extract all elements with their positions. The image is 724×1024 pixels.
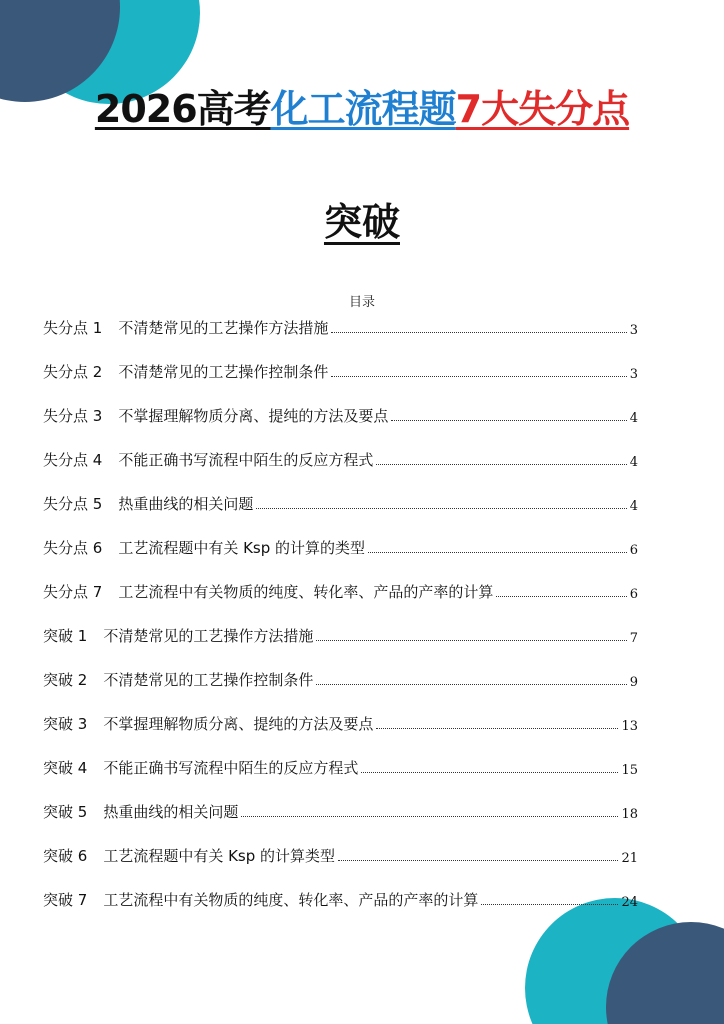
toc-entry-label: 突破 6	[43, 847, 88, 865]
toc-entry-breakthrough-2[interactable]	[43, 666, 638, 690]
toc-dot-leader	[316, 640, 626, 641]
toc-entry-loss-6[interactable]	[43, 534, 638, 558]
toc-dot-leader	[331, 376, 626, 377]
toc-dot-leader	[481, 904, 618, 905]
toc-entry-breakthrough-6[interactable]	[43, 842, 638, 866]
toc-page-number: 7	[629, 631, 638, 646]
toc-entry-text: 工艺流程中有关物质的纯度、转化率、产品的产率的计算	[103, 891, 479, 909]
toc-entry-text: 热重曲线的相关问题	[103, 803, 239, 821]
toc-entry-loss-1[interactable]	[43, 314, 638, 338]
toc-entry-text: 不能正确书写流程中陌生的反应方程式	[103, 759, 359, 777]
toc-entry-text: 不清楚常见的工艺操作控制条件	[103, 671, 314, 689]
toc-entry-label: 失分点 5	[43, 495, 103, 513]
toc-entry-loss-3[interactable]	[43, 402, 638, 426]
toc-page-number: 6	[629, 587, 638, 602]
toc-page-number: 6	[629, 543, 638, 558]
toc-heading: 目录	[348, 295, 375, 310]
toc-dot-leader	[316, 684, 626, 685]
toc-entry-text: 不能正确书写流程中陌生的反应方程式	[118, 451, 374, 469]
toc-entry-text: 不掌握理解物质分离、提纯的方法及要点	[118, 407, 389, 425]
toc-page-number: 9	[629, 675, 638, 690]
title-part-topic: 化工流程题	[270, 87, 456, 131]
toc-entry-label: 突破 7	[43, 891, 88, 909]
toc-entry-label: 突破 5	[43, 803, 88, 821]
toc-page-number: 4	[629, 411, 638, 426]
toc-entry-label: 失分点 7	[43, 583, 103, 601]
toc-dot-leader	[391, 420, 626, 421]
document-subtitle	[0, 191, 724, 246]
toc-entry-loss-7[interactable]	[43, 578, 638, 602]
toc-dot-leader	[338, 860, 618, 861]
toc-dot-leader	[376, 464, 626, 465]
toc-entry-label: 失分点 2	[43, 363, 103, 381]
toc-page-number: 3	[629, 367, 638, 382]
toc-entry-label: 失分点 6	[43, 539, 103, 557]
toc-entry-loss-5[interactable]	[43, 490, 638, 514]
toc-page-number: 18	[621, 807, 638, 822]
toc-entry-breakthrough-7[interactable]	[43, 886, 638, 910]
toc-entry-breakthrough-3[interactable]	[43, 710, 638, 734]
toc-entry-label: 突破 1	[43, 627, 88, 645]
toc-entry-text: 工艺流程题中有关 Ksp 的计算的类型	[118, 539, 366, 557]
toc-page-number: 13	[621, 719, 638, 734]
toc-entry-text: 不清楚常见的工艺操作方法措施	[118, 319, 329, 337]
document-title	[0, 78, 724, 133]
toc-dot-leader	[376, 728, 618, 729]
toc-entry-text: 工艺流程中有关物质的纯度、转化率、产品的产率的计算	[118, 583, 494, 601]
toc-entry-breakthrough-5[interactable]	[43, 798, 638, 822]
toc-entry-text: 不清楚常见的工艺操作控制条件	[118, 363, 329, 381]
toc-entry-breakthrough-4[interactable]	[43, 754, 638, 778]
toc-entry-label: 突破 3	[43, 715, 88, 733]
toc-entry-breakthrough-1[interactable]	[43, 622, 638, 646]
toc-entry-label: 突破 2	[43, 671, 88, 689]
toc-entry-label: 突破 4	[43, 759, 88, 777]
toc-page-number: 21	[621, 851, 638, 866]
toc-page-number: 4	[629, 499, 638, 514]
toc-dot-leader	[331, 332, 626, 333]
toc-entry-text: 不掌握理解物质分离、提纯的方法及要点	[103, 715, 374, 733]
subtitle-text: 突破	[323, 200, 400, 244]
toc-dot-leader	[256, 508, 626, 509]
toc-entry-text: 工艺流程题中有关 Ksp 的计算类型	[103, 847, 336, 865]
toc-entry-label: 失分点 3	[43, 407, 103, 425]
toc-dot-leader	[241, 816, 618, 817]
title-part-year: 2026高考	[94, 87, 271, 131]
toc-entry-label: 失分点 4	[43, 451, 103, 469]
toc-page-number: 3	[629, 323, 638, 338]
toc-page-number: 24	[621, 895, 638, 910]
toc-dot-leader	[361, 772, 618, 773]
toc-page-number: 4	[629, 455, 638, 470]
toc-entry-label: 失分点 1	[43, 319, 103, 337]
toc-entry-text: 热重曲线的相关问题	[118, 495, 254, 513]
toc-page-number: 15	[621, 763, 638, 778]
toc-entry-loss-4[interactable]	[43, 446, 638, 470]
toc-entry-loss-2[interactable]	[43, 358, 638, 382]
title-part-points: 7大失分点	[455, 87, 630, 131]
toc-entry-text: 不清楚常见的工艺操作方法措施	[103, 627, 314, 645]
toc-dot-leader	[496, 596, 626, 597]
toc-dot-leader	[368, 552, 627, 553]
